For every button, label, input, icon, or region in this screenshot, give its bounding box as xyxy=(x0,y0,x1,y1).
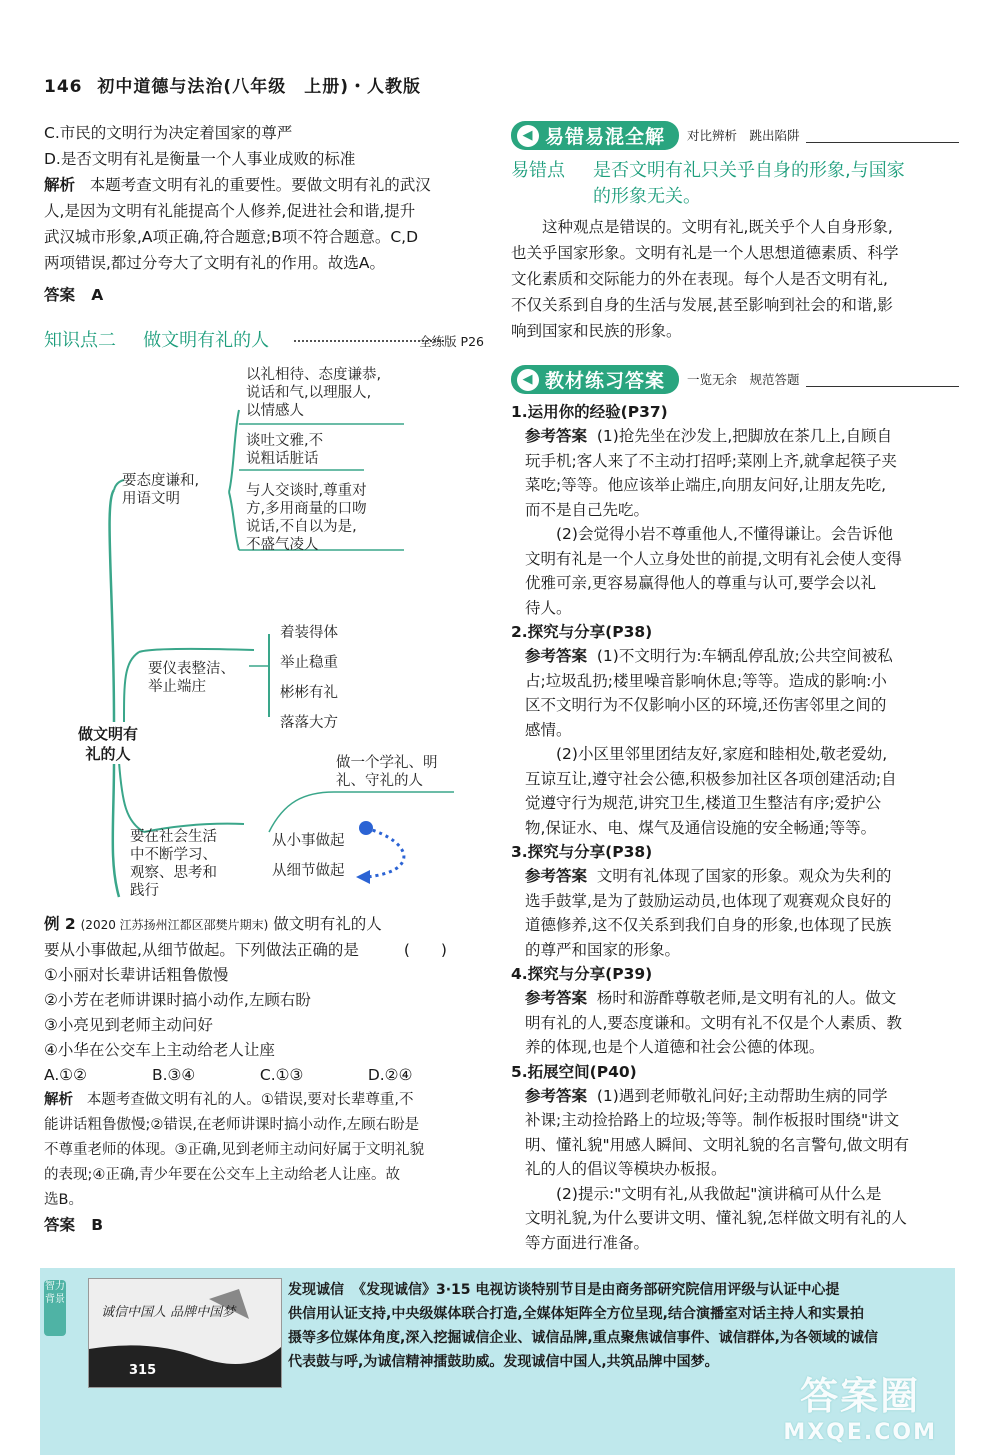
answer-line: (1)抢先坐在沙发上,把脚放在茶几上,自顾自 xyxy=(596,427,893,445)
divider xyxy=(806,142,959,143)
error-label: 易错点 xyxy=(511,160,565,181)
analysis-text: 人,是因为文明有礼能提高个人修养,促进社会和谐,提升 xyxy=(44,202,416,220)
band-line: 《发现诚信》3·15 电视访谈特别节目是由商务部研究院信用评级与认证中心提 xyxy=(352,1282,840,1298)
ex2-label: 例 2 xyxy=(44,915,76,933)
answer-line: (2)提示:"文明有礼,从我做起"演讲稿可从什么是 xyxy=(556,1184,882,1203)
page-number: 146 xyxy=(44,77,83,97)
analysis-text: 两项错误,都过分夸大了文明有礼的作用。故选A。 xyxy=(44,254,386,272)
band-text xyxy=(288,1278,944,1374)
side-tag: 智力背景 xyxy=(44,1280,66,1336)
mm-leaf-6: 彬彬有礼 xyxy=(280,685,338,701)
option-b: B.③④ xyxy=(151,1066,196,1084)
ref-answer-label: 参考答案 xyxy=(525,867,588,885)
answer-line xyxy=(44,282,492,308)
answer-line: 互谅互让,遵守社会公德,积极参加社区各项创建活动;自 xyxy=(525,769,897,788)
answer-label: 答案 xyxy=(44,286,76,304)
analysis-text: 武汉城市形象,A项正确,符合题意;B项不符合题意。C,D xyxy=(44,228,418,246)
watermark-url: MXQE.COM xyxy=(783,1420,937,1445)
question-title: 3.探究与分享(P38) xyxy=(511,843,653,861)
book-title: 初中道德与法治(八年级 上册)・人教版 xyxy=(97,77,421,97)
error-point xyxy=(511,158,959,210)
answer-line: 明、懂礼貌"用感人瞬间、文明礼貌的名言警句,做文明有 xyxy=(525,1135,910,1154)
answer-line: 的尊严和国家的形象。 xyxy=(525,940,681,959)
question-title: 2.探究与分享(P38) xyxy=(511,623,653,641)
ex2-source: (2020 江苏扬州江都区邵樊片期末) xyxy=(80,918,269,932)
ex2-item-3: ③小亮见到老师主动问好 xyxy=(44,1016,213,1034)
answer-line: (1)遇到老师敬礼问好;主动帮助生病的同学 xyxy=(596,1086,888,1105)
answer-line: (2)小区里邻里团结友好,家庭和睦相处,敬老爱幼, xyxy=(556,745,888,763)
answer-line: 玩手机;客人来了不主动打招呼;菜刚上齐,就拿起筷子夹 xyxy=(525,451,897,470)
ref-answer-label: 参考答案 xyxy=(525,647,588,665)
band-line: 供信用认证支持,中央级媒体联合打造,全媒体矩阵全方位呈现,结合演播室对话主持人和实景拍 xyxy=(288,1306,864,1322)
question-title: 4.探究与分享(P39) xyxy=(511,965,653,983)
answer-line: 物,保证水、电、煤气及通信设施的安全畅通;等等。 xyxy=(525,818,877,837)
ex2-stem-2 xyxy=(44,938,492,963)
watermark xyxy=(783,1365,937,1445)
error-banner xyxy=(511,120,959,150)
mm-leaf-4: 着装得体 xyxy=(280,625,338,641)
ex2-item-2: ②小芳在老师讲课时搞小动作,左顾右盼 xyxy=(44,991,311,1009)
mm-leaf-8: 从小事做起 xyxy=(272,833,345,849)
divider xyxy=(806,386,959,387)
answer-label: 答案 xyxy=(44,1216,76,1234)
program-image-art xyxy=(89,1279,281,1387)
analysis-text: 不尊重老师的体现。③正确,见到老师主动问好属于文明礼貌 xyxy=(44,1142,425,1158)
band-line: 摄等多位媒体角度,深入挖掘诚信企业、诚信品牌,重点聚焦诚信事件、诚信群体,为各领域的诚信 xyxy=(288,1330,878,1346)
mm-root: 做文明有 礼的人 xyxy=(68,724,148,764)
answer-line: 明有礼的人,要态度谦和。文明有礼不仅是个人素质、教 xyxy=(525,1013,902,1032)
background-info-band xyxy=(40,1268,955,1455)
answers-banner-title: 教材练习答案 xyxy=(545,369,666,392)
answer-line: (2)会觉得小岩不尊重他人,不懂得谦让。会告诉他 xyxy=(556,525,893,543)
analysis-text: 本题考查做文明有礼的人。①错误,要对长辈尊重,不 xyxy=(86,1092,414,1108)
answer-line: 区不文明行为不仅影响小区的环境,还伤害邻里之间的 xyxy=(525,696,887,714)
error-banner-title: 易错易混全解 xyxy=(545,125,666,148)
error-body-line: 这种观点是错误的。文明有礼,既关乎个人自身形象, xyxy=(542,218,893,236)
analysis-label: 解析 xyxy=(44,1092,73,1108)
mm-leaf-3: 与人交谈时,尊重对 方,多用商量的口吻 说话,不自以为是, 不盛气凌人 xyxy=(246,483,367,553)
analysis-label: 解析 xyxy=(44,176,76,194)
error-body-line: 文化素质和交际能力的外在表现。每个人是否文明有礼, xyxy=(511,270,888,288)
mm-branch-3: 要在社会生活 中不断学习、 观察、思考和 践行 xyxy=(130,829,217,899)
example-2 xyxy=(44,912,492,1238)
band-line: 代表鼓与呼,为诚信精神擂鼓助威。发现诚信中国人,共筑品牌中国梦。 xyxy=(288,1354,719,1370)
answer-line: 文明有礼是一个人立身处世的前提,文明有礼会使人变得 xyxy=(525,549,902,568)
mm-branch-1: 要态度谦和, 用语文明 xyxy=(122,473,200,507)
mm-leaf-5: 举止稳重 xyxy=(280,655,338,671)
error-body-line: 不仅关系到自身的生活与发展,甚至影响到社会的和谐,影 xyxy=(511,296,893,314)
analysis-text: 选B。 xyxy=(44,1192,83,1208)
answer-line: 而不是自己先吃。 xyxy=(525,500,650,519)
answer-line: 道德修养,这不仅关系到我们自身的形象,也体现了民族 xyxy=(525,916,892,934)
question-list xyxy=(511,400,959,1255)
mm-leaf-9: 从细节做起 xyxy=(272,863,345,879)
option-d: D.是否文明有礼是衡量一个人事业成败的标准 xyxy=(44,150,356,168)
error-banner-pill xyxy=(511,121,679,150)
answer-line: 感情。 xyxy=(525,720,572,739)
program-image xyxy=(88,1278,282,1388)
answer-line: 菜吃;等等。他应该举止端庄,向朋友问好,让朋友先吃, xyxy=(525,476,887,494)
ex2-item-1: ①小丽对长辈讲话粗鲁傲慢 xyxy=(44,966,229,984)
answers-banner-pill xyxy=(511,365,679,394)
ex2-bracket: ( ) xyxy=(403,941,447,959)
answer-line: 礼的人的倡议等模块办板报。 xyxy=(525,1160,727,1178)
answer-line: (1)不文明行为:车辆乱停乱放;公共空间被私 xyxy=(596,647,893,665)
mm-leaf-7: 落落大方 xyxy=(280,715,338,731)
analysis-text: 的表现;④正确,青少年要在公交车上主动给老人让座。故 xyxy=(44,1167,400,1183)
answers-banner-sub: 一览无余 规范答题 xyxy=(687,372,800,387)
ref-answer-label: 参考答案 xyxy=(525,1086,588,1105)
analysis-text: 本题考查文明有礼的重要性。要做文明有礼的武汉 xyxy=(89,176,431,194)
answer-line: 文明有礼体现了国家的形象。观众为失利的 xyxy=(596,867,892,885)
error-banner-sub: 对比辨析 跳出陷阱 xyxy=(687,128,800,143)
ex2-answer xyxy=(44,1213,492,1238)
answer-line: 杨时和游酢尊敬老师,是文明有礼的人。做文 xyxy=(596,989,897,1007)
speaker-icon: ◀ xyxy=(517,369,539,391)
answer-line: 选手鼓掌,是为了鼓励运动员,也体现了观赛观众良好的 xyxy=(525,891,892,910)
program-image-number: 315 xyxy=(129,1363,157,1378)
mind-map xyxy=(44,362,494,910)
left-top-section xyxy=(44,120,492,308)
kp-reference: 全练版 P26 xyxy=(419,334,484,349)
error-body xyxy=(511,214,959,344)
ex2-stem-1 xyxy=(44,912,492,938)
ex2-stem-text: 要从小事做起,从细节做起。下列做法正确的是 xyxy=(44,941,359,959)
right-column xyxy=(511,120,959,1255)
ref-answer-label: 参考答案 xyxy=(525,989,588,1007)
answer-value: A xyxy=(91,286,104,304)
error-title-line: 的形象无关。 xyxy=(593,186,701,207)
error-body-line: 响到国家和民族的形象。 xyxy=(511,322,682,340)
question-title: 1.运用你的经验(P37) xyxy=(511,403,668,421)
answer-line: 觉遵守行为规范,讲究卫生,楼道卫生整洁有序;爱护公 xyxy=(525,794,882,812)
analysis-line xyxy=(44,172,492,198)
mm-leaf-top: 做一个学礼、明 礼、守礼的人 xyxy=(336,755,438,789)
ex2-analysis xyxy=(44,1088,492,1113)
ref-answer-label: 参考答案 xyxy=(525,427,588,445)
error-body-line: 也关乎国家形象。文明有礼是一个人思想道德素质、科学 xyxy=(511,244,899,262)
question-title: 5.拓展空间(P40) xyxy=(511,1062,637,1081)
option-d: D.②④ xyxy=(367,1066,413,1084)
watermark-text: 答案圈 xyxy=(800,1374,921,1418)
option-c: C.①③ xyxy=(259,1066,304,1084)
answer-line: 优雅可亲,更容易赢得他人的尊重与认可,要学会以礼 xyxy=(525,574,876,592)
answer-line: 待人。 xyxy=(525,598,572,617)
knowledge-point-heading xyxy=(44,326,492,354)
answer-line: 占;垃圾乱扔;楼里噪音影响休息;等等。造成的影响:小 xyxy=(525,671,887,690)
mm-branch-2: 要仪表整洁、 举止端庄 xyxy=(148,661,235,695)
error-title-line: 是否文明有礼只关乎自身的形象,与国家 xyxy=(593,160,905,181)
option-a: A.①② xyxy=(44,1066,88,1084)
mm-leaf-1: 以礼相待、态度谦恭, 说话和气,以理服人, 以情感人 xyxy=(246,367,382,419)
band-label: 发现诚信 xyxy=(288,1282,344,1298)
option-c: C.市民的文明行为决定着国家的尊严 xyxy=(44,124,293,142)
answer-value: B xyxy=(91,1216,104,1234)
ex2-stem-text: 做文明有礼的人 xyxy=(273,915,382,933)
program-image-title: 诚信中国人 品牌中国梦 xyxy=(101,1305,236,1320)
page-header xyxy=(44,72,421,97)
answer-line: 养的体现,也是个人道德和社会公德的体现。 xyxy=(525,1038,825,1056)
ex2-options xyxy=(44,1063,492,1088)
kp-title: 做文明有礼的人 xyxy=(143,330,270,351)
answer-line: 补课;主动捡拾路上的垃圾;等等。制作板报时围绕"讲文 xyxy=(525,1111,900,1129)
mm-leaf-2: 谈吐文雅,不 说粗话脏话 xyxy=(246,433,324,467)
answer-line: 等方面进行准备。 xyxy=(525,1233,650,1252)
speaker-icon: ◀ xyxy=(517,125,539,147)
ex2-item-4: ④小华在公交车上主动给老人让座 xyxy=(44,1041,275,1059)
analysis-text: 能讲话粗鲁傲慢;②错误,在老师讲课时搞小动作,左顾右盼是 xyxy=(44,1117,420,1133)
kp-label: 知识点二 xyxy=(44,330,116,351)
answer-line: 文明礼貌,为什么要讲文明、懂礼貌,怎样做文明有礼的人 xyxy=(525,1209,907,1227)
answers-banner xyxy=(511,364,959,394)
